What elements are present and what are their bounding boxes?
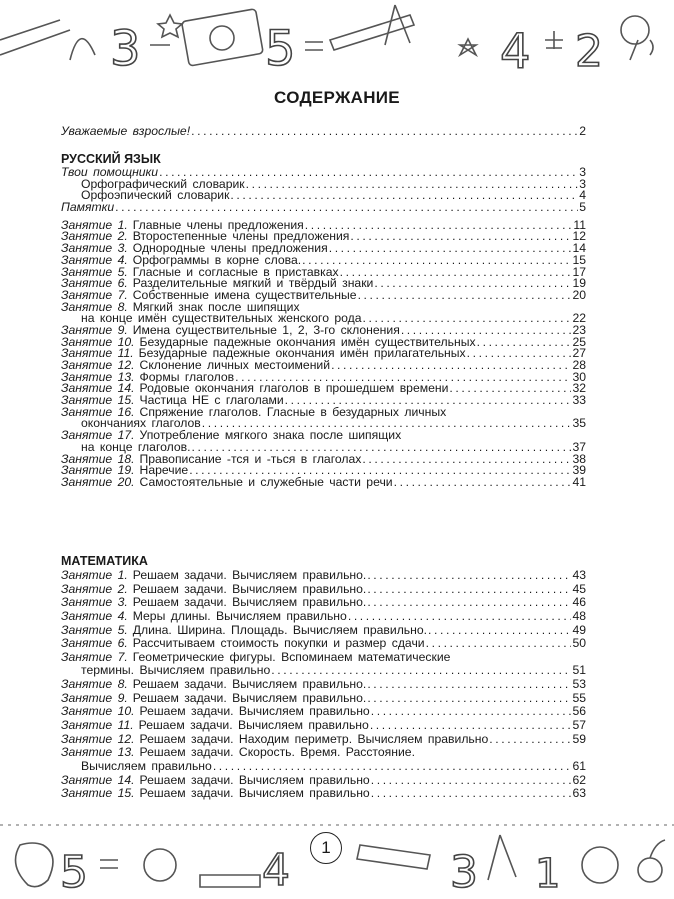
entry-page: 50 — [572, 636, 586, 651]
dot-leader — [348, 610, 572, 624]
entry-page: 28 — [572, 358, 586, 372]
entry-text: Орфографический словарик — [81, 176, 245, 191]
toc-entry — [61, 746, 586, 760]
dot-leader — [213, 760, 572, 774]
entry-page: 11 — [573, 217, 586, 232]
toc-russian-section — [61, 151, 586, 489]
entry-page: 49 — [572, 622, 586, 637]
entry-text: Орфоэпический словарик — [81, 188, 230, 203]
entry-text: Геометрические фигуры. Вспоминаем математические — [132, 649, 451, 664]
entry-page: 15 — [572, 252, 586, 267]
entry-page: 39 — [572, 463, 586, 478]
lesson-number: Занятие 13. — [61, 369, 135, 384]
lesson-number: Занятие 8. — [61, 677, 128, 692]
entry-text: Формы глаголов — [139, 369, 235, 384]
russian-helpers-list — [61, 167, 586, 214]
lesson-number: Занятие 1. — [61, 568, 128, 582]
toc-entry — [61, 787, 586, 801]
toc-entry — [61, 664, 586, 678]
entry-text: Правописание -тся и -ться в глаголах — [139, 451, 362, 466]
lesson-number: Занятие 11. — [61, 718, 134, 733]
entry-text: Родовые окончания глаголов в прошедшем времени — [139, 381, 449, 396]
entry-page: 38 — [572, 451, 586, 466]
entry-page: 27 — [572, 346, 586, 361]
entry-text: Мягкий знак после шипящих — [132, 299, 300, 314]
entry-page: 33 — [572, 393, 586, 408]
toc-entry — [61, 569, 586, 583]
page-title: СОДЕРЖАНИЕ — [274, 88, 400, 107]
entry-page: 41 — [572, 474, 586, 489]
dot-leader — [428, 624, 571, 638]
entry-page: 55 — [572, 690, 586, 705]
entry-text: Решаем задачи. Вычисляем правильно. — [132, 690, 367, 705]
dot-leader — [367, 692, 571, 706]
lesson-number: Занятие 10. — [61, 704, 135, 719]
dot-leader — [394, 477, 572, 489]
lesson-number: Занятие 9. — [61, 322, 128, 337]
toc-entry — [61, 719, 586, 733]
lesson-number: Занятие 2. — [61, 229, 128, 244]
dot-leader — [367, 583, 571, 597]
entry-text: Главные члены предложения — [132, 217, 304, 232]
dot-leader — [371, 774, 572, 788]
dot-leader — [367, 678, 571, 692]
dot-leader — [426, 637, 572, 651]
toc-entry — [61, 583, 586, 597]
dot-leader — [367, 569, 571, 583]
entry-text: Решаем задачи. Вычисляем правильно — [138, 718, 369, 733]
lesson-number: Занятие 12. — [61, 358, 135, 372]
lesson-number: Занятие 15. — [61, 393, 135, 408]
entry-text: окончаниях глаголов — [81, 416, 201, 431]
lesson-number: Занятие 17. — [61, 428, 135, 443]
lesson-number: Занятие 19. — [61, 463, 135, 478]
entry-text: Памятки — [61, 200, 115, 215]
lesson-number: Занятие 6. — [61, 636, 128, 651]
dot-leader — [331, 360, 571, 372]
entry-page: 63 — [572, 786, 586, 801]
toc-entry — [61, 202, 586, 214]
entry-page: 19 — [572, 276, 586, 291]
entry-text: Уважаемые взрослые! — [61, 124, 191, 138]
toc-entry — [61, 474, 586, 489]
dot-leader — [340, 267, 572, 279]
toc-entry — [61, 610, 586, 624]
lesson-number: Занятие 3. — [61, 241, 128, 256]
entry-text: Разделительные мягкий и твёрдый знаки — [132, 276, 374, 291]
entry-text: Самостоятельные и служебные части речи — [139, 474, 393, 489]
dot-leader — [371, 787, 572, 801]
entry-page: 59 — [572, 731, 586, 746]
entry-page: 23 — [572, 322, 586, 337]
entry-text: Орфограммы в корне слова. — [132, 252, 302, 267]
entry-page: 56 — [572, 704, 586, 719]
lesson-number: Занятие 9. — [61, 690, 128, 705]
lesson-number: Занятие 1. — [61, 217, 128, 232]
dot-leader — [191, 126, 578, 138]
lesson-number: Занятие 14. — [61, 381, 135, 396]
entry-page: 46 — [572, 595, 586, 610]
lesson-number: Занятие 7. — [61, 287, 128, 302]
entry-page: 2 — [579, 124, 586, 138]
entry-text: на конце глаголов. — [81, 439, 191, 454]
entry-text: Решаем задачи. Вычисляем правильно. — [132, 677, 367, 692]
entry-page: 57 — [572, 718, 586, 733]
svg-text:1: 1 — [535, 851, 561, 897]
dot-leader — [358, 290, 572, 302]
lesson-number: Занятие 20. — [61, 474, 135, 489]
toc-intro — [61, 126, 586, 138]
dot-leader — [467, 348, 572, 360]
entry-page: 30 — [572, 369, 586, 384]
entry-page: 3 — [579, 176, 586, 191]
section-heading-math: МАТЕМАТИКА — [61, 554, 148, 568]
entry-text: Решаем задачи. Скорость. Время. Расстояние. — [139, 745, 415, 760]
lesson-number: Занятие 14. — [61, 772, 135, 787]
entry-text: на конце имён существительных женского рода — [81, 311, 362, 326]
entry-page: 4 — [579, 188, 586, 203]
entry-page: 53 — [572, 677, 586, 692]
dot-leader — [362, 454, 571, 466]
entry-page: 12 — [572, 229, 586, 244]
lesson-number: Занятие 16. — [61, 404, 135, 419]
svg-text:3: 3 — [450, 847, 478, 898]
svg-text:5: 5 — [60, 847, 88, 898]
entry-page: 43 — [572, 568, 586, 582]
lesson-number: Занятие 12. — [61, 731, 135, 746]
entry-page: 32 — [572, 381, 586, 396]
entry-text: Второстепенные члены предложения — [132, 229, 350, 244]
entry-text: Гласные и согласные в приставках — [132, 264, 339, 279]
dot-leader — [370, 719, 572, 733]
entry-text: Рассчитываем стоимость покупки и размер сдачи — [132, 636, 425, 651]
entry-page: 51 — [572, 663, 586, 678]
dot-leader — [230, 190, 578, 202]
svg-text:4: 4 — [500, 24, 531, 80]
lesson-number: Занятие 15. — [61, 786, 135, 801]
toc-entry — [61, 692, 586, 706]
entry-text: Склонение личных местоимений — [139, 358, 331, 372]
entry-text: Употребление мягкого знака после шипящих — [139, 428, 402, 443]
entry-text: Решаем задачи. Находим периметр. Вычисляем правильно — [139, 731, 489, 746]
entry-text: Решаем задачи. Вычисляем правильно. — [132, 568, 367, 582]
toc-entry — [61, 733, 586, 747]
entry-text: Имена существительные 1, 2, 3-го склонения — [132, 322, 400, 337]
toc-entry-intro — [61, 126, 586, 138]
svg-text:3: 3 — [110, 21, 141, 77]
dot-leader — [350, 231, 571, 243]
dot-leader — [374, 278, 571, 290]
entry-text: Решаем задачи. Вычисляем правильно — [139, 772, 370, 787]
entry-page: 61 — [572, 758, 586, 773]
lesson-number: Занятие 4. — [61, 252, 128, 267]
entry-text: Безударные падежные окончания имён существительных — [139, 334, 476, 349]
russian-lessons-list — [61, 217, 586, 489]
section-heading-russian: РУССКИЙ ЯЗЫК — [61, 152, 161, 166]
dot-leader — [489, 733, 571, 747]
lesson-number: Занятие 13. — [61, 745, 135, 760]
entry-text: Решаем задачи. Вычисляем правильно. — [132, 581, 367, 596]
toc-entry — [61, 637, 586, 651]
page-number: 1 — [310, 832, 342, 864]
lesson-number: Занятие 2. — [61, 581, 128, 596]
entry-page: 25 — [572, 334, 586, 349]
entry-text: Твои помощники — [61, 165, 159, 179]
entry-text: Собственные имена существительные — [132, 287, 357, 302]
entry-page: 17 — [572, 264, 586, 279]
entry-text: Решаем задачи. Вычисляем правильно. — [132, 595, 367, 610]
lesson-number: Занятие 7. — [61, 649, 128, 664]
math-lessons-list — [61, 569, 586, 801]
dot-leader — [302, 255, 571, 267]
entry-page: 3 — [579, 165, 586, 179]
entry-text: Решаем задачи. Вычисляем правильно — [139, 704, 370, 719]
toc-entry — [61, 596, 586, 610]
entry-text: Безударные падежные окончания имён прилагательных — [138, 346, 466, 361]
entry-text: Однородные члены предложения — [132, 241, 328, 256]
toc-entry — [61, 760, 586, 774]
entry-text: Решаем задачи. Вычисляем правильно — [139, 786, 370, 801]
svg-text:2: 2 — [575, 26, 603, 77]
toc-entry — [61, 624, 586, 638]
entry-page: 5 — [579, 200, 586, 215]
dot-leader — [115, 202, 578, 214]
entry-page: 14 — [572, 241, 586, 256]
lesson-number: Занятие 4. — [61, 608, 128, 623]
entry-page: 48 — [572, 608, 586, 623]
entry-page: 35 — [572, 416, 586, 431]
lesson-number: Занятие 11. — [61, 346, 134, 361]
lesson-number: Занятие 6. — [61, 276, 128, 291]
svg-text:4: 4 — [262, 845, 290, 896]
entry-page: 22 — [572, 311, 586, 326]
entry-text: Меры длины. Вычисляем правильно — [132, 608, 347, 623]
entry-text: Частица НЕ с глаголами — [139, 393, 284, 408]
entry-text: Длина. Ширина. Площадь. Вычисляем правильно. — [132, 622, 428, 637]
entry-page: 20 — [572, 287, 586, 302]
toc-entry — [61, 678, 586, 692]
lesson-number: Занятие 5. — [61, 264, 128, 279]
toc-entry — [61, 774, 586, 788]
dot-leader — [367, 596, 571, 610]
lesson-number: Занятие 3. — [61, 595, 128, 610]
lesson-number: Занятие 10. — [61, 334, 135, 349]
svg-text:5: 5 — [265, 21, 296, 77]
dot-leader — [371, 705, 572, 719]
dot-leader — [329, 243, 572, 255]
lesson-number: Занятие 5. — [61, 622, 128, 637]
toc-entry — [61, 190, 586, 202]
entry-page: 37 — [572, 439, 586, 454]
entry-text: термины. Вычисляем правильно — [81, 663, 271, 678]
entry-text: Вычисляем правильно — [81, 758, 212, 773]
lesson-number: Занятие 8. — [61, 299, 128, 314]
lesson-number: Занятие 18. — [61, 451, 135, 466]
entry-page: 62 — [572, 772, 586, 787]
dot-leader — [477, 337, 572, 349]
entry-text: Спряжение глаголов. Гласные в безударных личных — [139, 404, 447, 419]
entry-page: 45 — [572, 581, 586, 596]
doodle-header-decoration — [0, 0, 674, 80]
toc-entry — [61, 651, 586, 665]
entry-text: Наречие — [139, 463, 189, 478]
toc-entry — [61, 705, 586, 719]
dot-leader — [271, 664, 571, 678]
dot-leader — [246, 179, 579, 191]
toc-math-section — [61, 553, 586, 801]
dot-leader — [449, 383, 571, 395]
